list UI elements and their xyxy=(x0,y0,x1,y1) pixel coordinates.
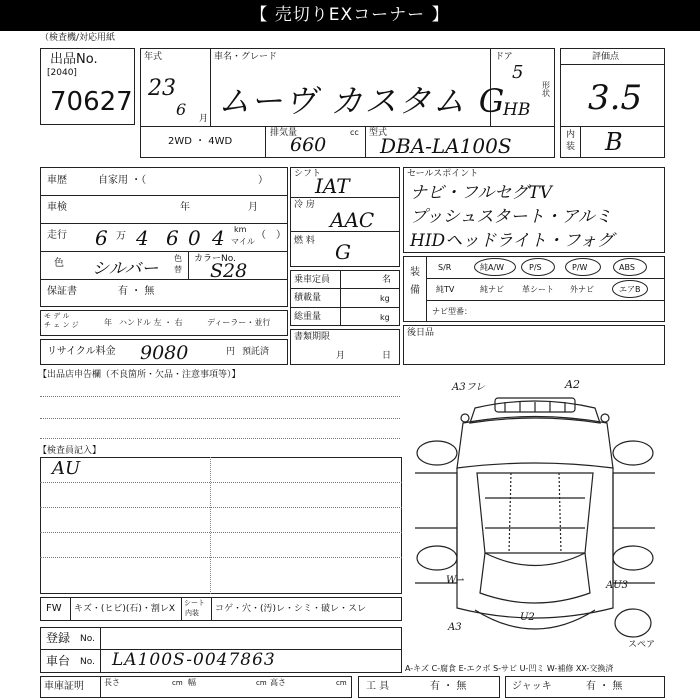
fw-label: FW xyxy=(46,603,62,614)
roof xyxy=(477,473,593,553)
aircon-value: AAC xyxy=(330,208,375,232)
color-no: S28 xyxy=(210,260,248,282)
aircon-label: 冷 房 xyxy=(294,200,315,210)
seller-note-label: 【出品店申告欄（不良箇所・欠品・注意事項等）】 xyxy=(38,370,241,380)
fw-items2: コゲ・穴・(汚)レ・シミ・破レ・スレ xyxy=(215,604,367,614)
displacement-label: 排気量 xyxy=(270,128,298,138)
color-no-label: カラーNo. xyxy=(194,254,236,264)
equip-pw: P/W xyxy=(572,263,588,272)
equip-navi: 純ナビ xyxy=(480,285,504,294)
interior-value: B xyxy=(605,128,623,156)
cert-len: 長さ xyxy=(104,678,120,687)
wheel-front-left xyxy=(417,441,457,465)
history-label: 車歴 xyxy=(47,175,67,186)
chassis-no: No. xyxy=(80,657,95,667)
car-diagram xyxy=(405,378,665,668)
cert-width: 幅 xyxy=(188,678,196,687)
tools-label: 工 具 xyxy=(366,681,390,692)
mileage-c: 6 xyxy=(166,226,179,250)
fw-items: キズ・(ヒビ)(石)・割レX xyxy=(74,604,176,614)
model-change-handle: ハンドル 左 ・ 右 xyxy=(119,318,183,327)
year-value: 23 xyxy=(148,76,176,101)
jack-options: 有 ・ 無 xyxy=(586,681,623,692)
load-unit: kg xyxy=(380,294,390,303)
doors-value: 5 xyxy=(512,62,524,83)
year-month-unit: 月 xyxy=(199,114,209,124)
banner: 【 売切りEXコーナー 】 xyxy=(0,0,700,31)
displacement-value: 660 xyxy=(290,134,327,156)
score-label: 評価点 xyxy=(592,52,620,62)
history-options: 自家用 ・（ xyxy=(98,175,147,186)
drive-label: 2WD ・ 4WD xyxy=(168,136,233,147)
model-change-year: 年 xyxy=(104,318,112,327)
sales-line3: HIDヘッドライト・フォグ xyxy=(410,231,614,251)
model-change-label-1: モ デ ル xyxy=(44,312,70,320)
inspection-month: 月 xyxy=(248,202,258,213)
load-label: 積載量 xyxy=(294,293,322,303)
shape-label: 形状 xyxy=(542,81,550,98)
tools-options: 有 ・ 無 xyxy=(430,681,467,692)
damage-legend: A-キズ C-腐食 E-エクボ S-サビ U-凹ミ W-補修 XX-交換済 xyxy=(405,664,614,673)
cert-height: 高さ xyxy=(270,678,286,687)
docs-label: 書類期限 xyxy=(294,332,331,342)
color-value: シルバー xyxy=(92,259,159,279)
shape-value: HB xyxy=(503,100,531,120)
cert-cm-1: cm xyxy=(172,679,183,687)
rear-bumper xyxy=(475,610,595,629)
inspection-year: 年 xyxy=(180,202,190,213)
wheel-rear-right xyxy=(613,546,653,570)
mileage-a: 6 xyxy=(95,226,108,250)
inspector-label: 【検査員記入】 xyxy=(38,446,102,456)
interior-label-2: 装 xyxy=(566,142,576,152)
header-fragment: （検査機/対応用紙 xyxy=(40,33,116,43)
lot-label: 出品No. xyxy=(50,52,98,67)
equip-tv: 純TV xyxy=(436,285,455,294)
equip-ps: P/S xyxy=(529,263,542,272)
mileage-paren-close: ） xyxy=(276,230,286,241)
after-label: 後日品 xyxy=(407,328,435,338)
equip-aw: 純A/W xyxy=(480,263,505,272)
displacement-unit: cc xyxy=(350,128,359,137)
hood xyxy=(457,417,613,469)
docs-month: 月 xyxy=(336,351,346,361)
mark-u2: U2 xyxy=(520,612,535,623)
wheel-rear-left xyxy=(417,546,457,570)
color-change-1: 色 xyxy=(174,254,182,263)
cert-cm-3: cm xyxy=(336,679,347,687)
mark-a3-rear: A3 xyxy=(448,622,462,633)
navi-model-label: ナビ型番： xyxy=(432,307,472,316)
sales-label: セールスポイント xyxy=(407,169,479,179)
history-close: ） xyxy=(258,175,268,186)
registration-no: No. xyxy=(80,634,95,644)
car-name: ムーヴ カスタム G xyxy=(218,82,507,120)
inspection-label: 車検 xyxy=(47,202,67,213)
equipment-label-1: 装 xyxy=(410,267,420,278)
recycle-value: 9080 xyxy=(140,342,189,364)
model-change-label-2: チ ェ ン ジ xyxy=(44,321,79,329)
registration-label: 登録 xyxy=(46,631,71,645)
lot-number: 70627 xyxy=(50,87,133,117)
warranty-options: 有 ・ 無 xyxy=(118,286,155,297)
body-outline xyxy=(457,468,613,618)
equipment-label-2: 備 xyxy=(410,285,420,296)
fuel-value: G xyxy=(335,240,351,264)
mileage-d: 0 xyxy=(188,226,201,250)
after-block xyxy=(403,325,665,365)
car-label: 車名・グレード xyxy=(214,52,278,62)
mileage-km: km xyxy=(234,225,247,234)
shift-label: シフト xyxy=(294,169,322,179)
sales-line1: ナビ・フルセグTV xyxy=(410,183,552,203)
equip-airbag: エアB xyxy=(619,285,641,294)
equip-leather: 革シート xyxy=(522,285,554,294)
capacity-unit: 名 xyxy=(382,275,392,285)
mark-a2: A2 xyxy=(565,378,580,391)
mark-au3: AU3 xyxy=(606,580,629,591)
year-label: 年式 xyxy=(144,52,163,62)
recycle-unit: 円 xyxy=(226,347,236,357)
mileage-mile: マイル xyxy=(231,237,255,246)
fuel-label: 燃 料 xyxy=(294,236,315,246)
warranty-label: 保証書 xyxy=(47,286,77,297)
seat-label-2: 内装 xyxy=(185,609,199,617)
spare-tire xyxy=(615,609,651,637)
docs-day: 日 xyxy=(382,351,392,361)
equip-abs: ABS xyxy=(619,263,635,272)
mileage-label: 走行 xyxy=(47,230,67,241)
model-value: DBA-LA100S xyxy=(380,134,512,158)
capacity-label: 乗車定員 xyxy=(294,275,331,285)
inspector-box xyxy=(40,457,402,594)
sales-line2: プッシュスタート・アルミ xyxy=(410,207,612,227)
doors-label: ドア xyxy=(495,52,513,62)
cert-row xyxy=(40,676,352,698)
recycle-note: 預託済 xyxy=(242,347,270,357)
model-label: 型式 xyxy=(369,128,388,138)
seat-label-1: シート xyxy=(184,599,205,607)
lot-code: [2040] xyxy=(47,68,77,78)
cert-label: 車庫証明 xyxy=(44,681,84,692)
model-change-dealer: ディーラー・並行 xyxy=(207,318,271,327)
shift-value: IAT xyxy=(315,174,350,198)
chassis-value: LA100S-0047863 xyxy=(112,650,276,670)
color-label: 色 xyxy=(54,258,64,269)
equip-sr: S/R xyxy=(438,263,452,272)
mileage-paren-open: （ xyxy=(256,230,266,241)
weight-unit: kg xyxy=(380,313,390,322)
mark-a3-front: A3フレ xyxy=(452,382,486,393)
interior-label-1: 内 xyxy=(566,130,576,140)
cert-cm-2: cm xyxy=(256,679,267,687)
inspector-value: AU xyxy=(52,458,81,479)
mileage-man: 万 xyxy=(116,231,126,242)
score-value: 3.5 xyxy=(588,78,643,118)
mark-w-left: W⇀ xyxy=(446,575,465,586)
wheel-front-right xyxy=(613,441,653,465)
chassis-label: 車台 xyxy=(46,654,71,668)
jack-label: ジャッキ xyxy=(512,681,552,692)
color-change-2: 替 xyxy=(174,265,182,274)
year-month: 6 xyxy=(176,100,187,119)
weight-label: 総重量 xyxy=(294,312,322,322)
spare-label: スペア xyxy=(628,640,656,650)
rear-window xyxy=(480,553,590,603)
equip-ext-navi: 外ナビ xyxy=(570,285,594,294)
mileage-e: 4 xyxy=(212,226,225,250)
recycle-label: リサイクル料金 xyxy=(47,346,116,357)
mileage-b: 4 xyxy=(136,226,149,250)
